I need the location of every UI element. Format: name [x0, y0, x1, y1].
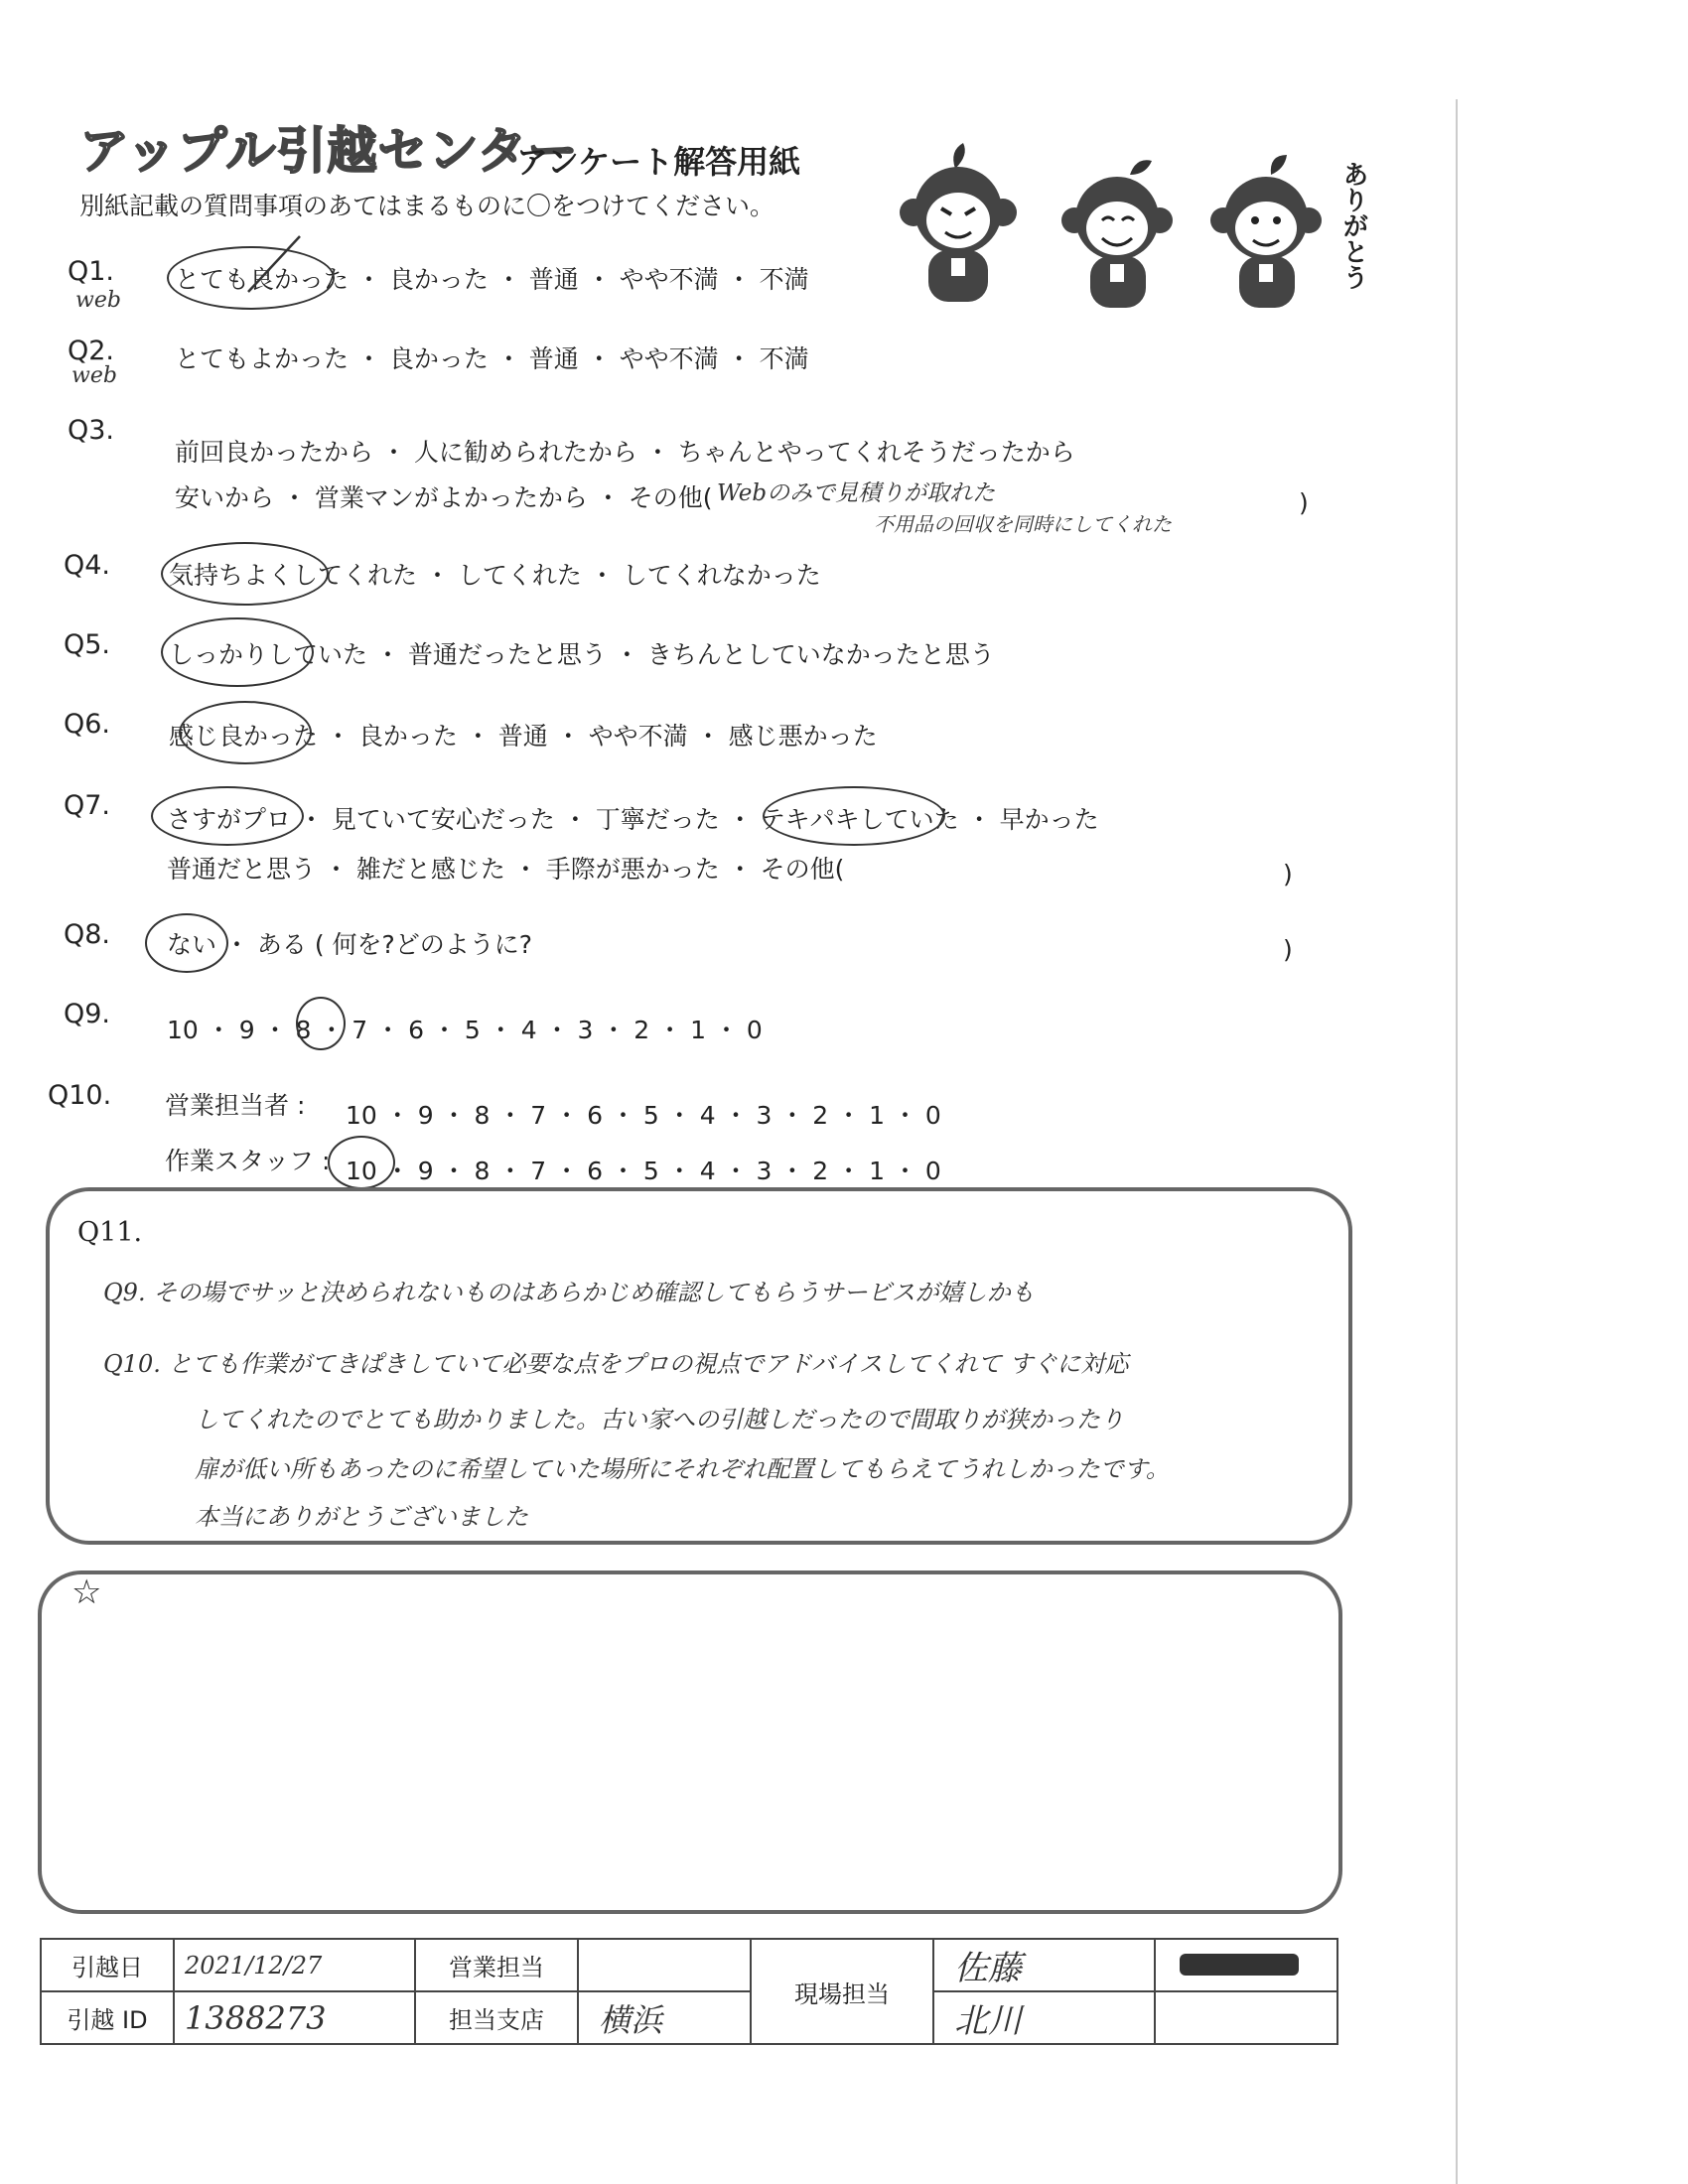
q4-answer-circle — [161, 542, 329, 606]
q11-comment-line-2: Q10. とても作業がてきぱきしていて必要な点をプロの視点でアドバイスしてくれて すぐに対応 — [103, 1350, 1129, 1378]
move-id-value: 1388273 — [174, 1991, 415, 2044]
q7-line2: 普通だと思う ・ 雑だと感じた ・ 手際が悪かった ・ その他( — [167, 855, 845, 884]
q11-comment-line-3: してくれたのでとても助かりました。古い家への引越しだったので間取りが狭かったり — [195, 1406, 1124, 1433]
move-date-label: 引越日 — [41, 1939, 174, 1991]
q3-handwritten-other-2: 不用品の回収を同時にしてくれた — [874, 512, 1172, 536]
star-icon: ☆ — [71, 1572, 102, 1612]
branch-value: 横浜 — [578, 1991, 751, 2044]
instruction-text: 別紙記載の質問事項のあてはまるものに〇をつけてください。 — [79, 192, 775, 220]
q4-options: 気持ちよくしてくれた ・ してくれた ・ してくれなかった — [169, 561, 821, 590]
site-staff-label: 現場担当 — [751, 1939, 933, 2044]
move-info-table — [40, 1938, 1338, 2045]
q6-answer-circle — [179, 701, 312, 764]
q8-label: Q8. — [64, 919, 111, 950]
sales-rep-value — [578, 1939, 751, 1991]
q10-sales-scale: 10 ・ 9 ・ 8 ・ 7 ・ 6 ・ 5 ・ 4 ・ 3 ・ 2 ・ 1 ・ 0 — [346, 1101, 941, 1130]
q7-line1: さすがプロ ・ 見ていて安心だった ・ 丁寧だった ・ テキパキしていた ・ 早かった — [167, 805, 1099, 834]
q9-scale: 10 ・ 9 ・ 8 ・ 7 ・ 6 ・ 5 ・ 4 ・ 3 ・ 2 ・ 1 ・ 0 — [167, 1016, 763, 1044]
q3-line1: 前回良かったから ・ 人に勧められたから ・ ちゃんとやってくれそうだったから — [175, 438, 1075, 467]
star-comment-box — [38, 1570, 1342, 1914]
q1-options: とても良かった ・ 良かった ・ 普通 ・ やや不満 ・ 不満 — [175, 265, 809, 294]
q8-options: ない ・ ある ( 何を?どのように? — [167, 930, 533, 959]
sales-rep-label: 営業担当 — [415, 1939, 578, 1991]
q5-label: Q5. — [64, 629, 111, 660]
form-subtitle: アンケート解答用紙 — [516, 143, 801, 181]
monkey-mascot-icon — [894, 139, 1023, 313]
q11-comment-line-1: Q9. その場でサッと決められないものはあらかじめ確認してもらうサービスが嬉しかも — [103, 1279, 1035, 1306]
page-edge — [1456, 99, 1458, 2184]
q7-answer-circle-2 — [763, 786, 945, 846]
q11-comment-line-5: 本当にありがとうございました — [195, 1503, 528, 1531]
q8-paren-close: ) — [1283, 935, 1293, 964]
q10-staff-scale: 10 ・ 9 ・ 8 ・ 7 ・ 6 ・ 5 ・ 4 ・ 3 ・ 2 ・ 1 ・ 0 — [346, 1157, 941, 1185]
branch-label: 担当支店 — [415, 1991, 578, 2044]
q7-label: Q7. — [64, 790, 111, 821]
site-staff-value-2: 北川 — [933, 1991, 1155, 2044]
q10-staff-answer-circle — [328, 1136, 395, 1189]
q7-paren-close: ) — [1283, 860, 1293, 888]
q9-label: Q9. — [64, 999, 111, 1029]
q5-options: しっかりしていた ・ 普通だったと思う ・ きちんとしていなかったと思う — [169, 640, 995, 669]
monkey-mascot-icon — [1053, 149, 1182, 318]
move-date-value: 2021/12/27 — [174, 1939, 415, 1991]
site-staff-value-1: 佐藤 — [933, 1939, 1155, 1991]
q6-label: Q6. — [64, 709, 111, 740]
redacted-mark — [1180, 1954, 1299, 1976]
q4-label: Q4. — [64, 550, 111, 581]
redacted-cell — [1155, 1939, 1337, 1991]
q3-paren-close: ) — [1299, 488, 1309, 517]
q5-answer-circle — [161, 617, 314, 687]
q2-label: Q2. — [68, 336, 115, 366]
q10-label: Q10. — [48, 1080, 112, 1111]
q3-handwritten-other: Webのみで見積りが取れた — [717, 480, 996, 506]
monkey-mascot-icon — [1201, 149, 1331, 318]
q1-strike-mark — [238, 230, 308, 300]
q3-line2: 安いから ・ 営業マンがよかったから ・ その他( — [175, 483, 713, 512]
q7-answer-circle-1 — [151, 786, 304, 846]
q2-note: web — [71, 363, 117, 388]
q11-comment-line-4: 扉が低い所もあったのに希望していた場所にそれぞれ配置してもらえてうれしかったです。 — [195, 1455, 1170, 1483]
q2-options: とてもよかった ・ 良かった ・ 普通 ・ やや不満 ・ 不満 — [175, 344, 809, 373]
q1-note: web — [75, 288, 121, 313]
q6-options: 感じ良かった ・ 良かった ・ 普通 ・ やや不満 ・ 感じ悪かった — [169, 722, 878, 751]
brand-title: アップル引越センター — [79, 122, 579, 180]
move-id-label: 引越 ID — [41, 1991, 174, 2044]
q10-sales-label: 営業担当者 : — [165, 1091, 306, 1120]
q11-label: Q11. — [77, 1217, 143, 1248]
q3-label: Q3. — [68, 415, 115, 446]
thanks-text: ありがとう — [1338, 161, 1368, 290]
empty-cell — [1155, 1991, 1337, 2044]
q9-answer-circle — [296, 997, 346, 1050]
q8-answer-circle — [145, 913, 228, 973]
q1-label: Q1. — [68, 256, 115, 287]
q10-staff-label: 作業スタッフ : — [165, 1147, 331, 1175]
